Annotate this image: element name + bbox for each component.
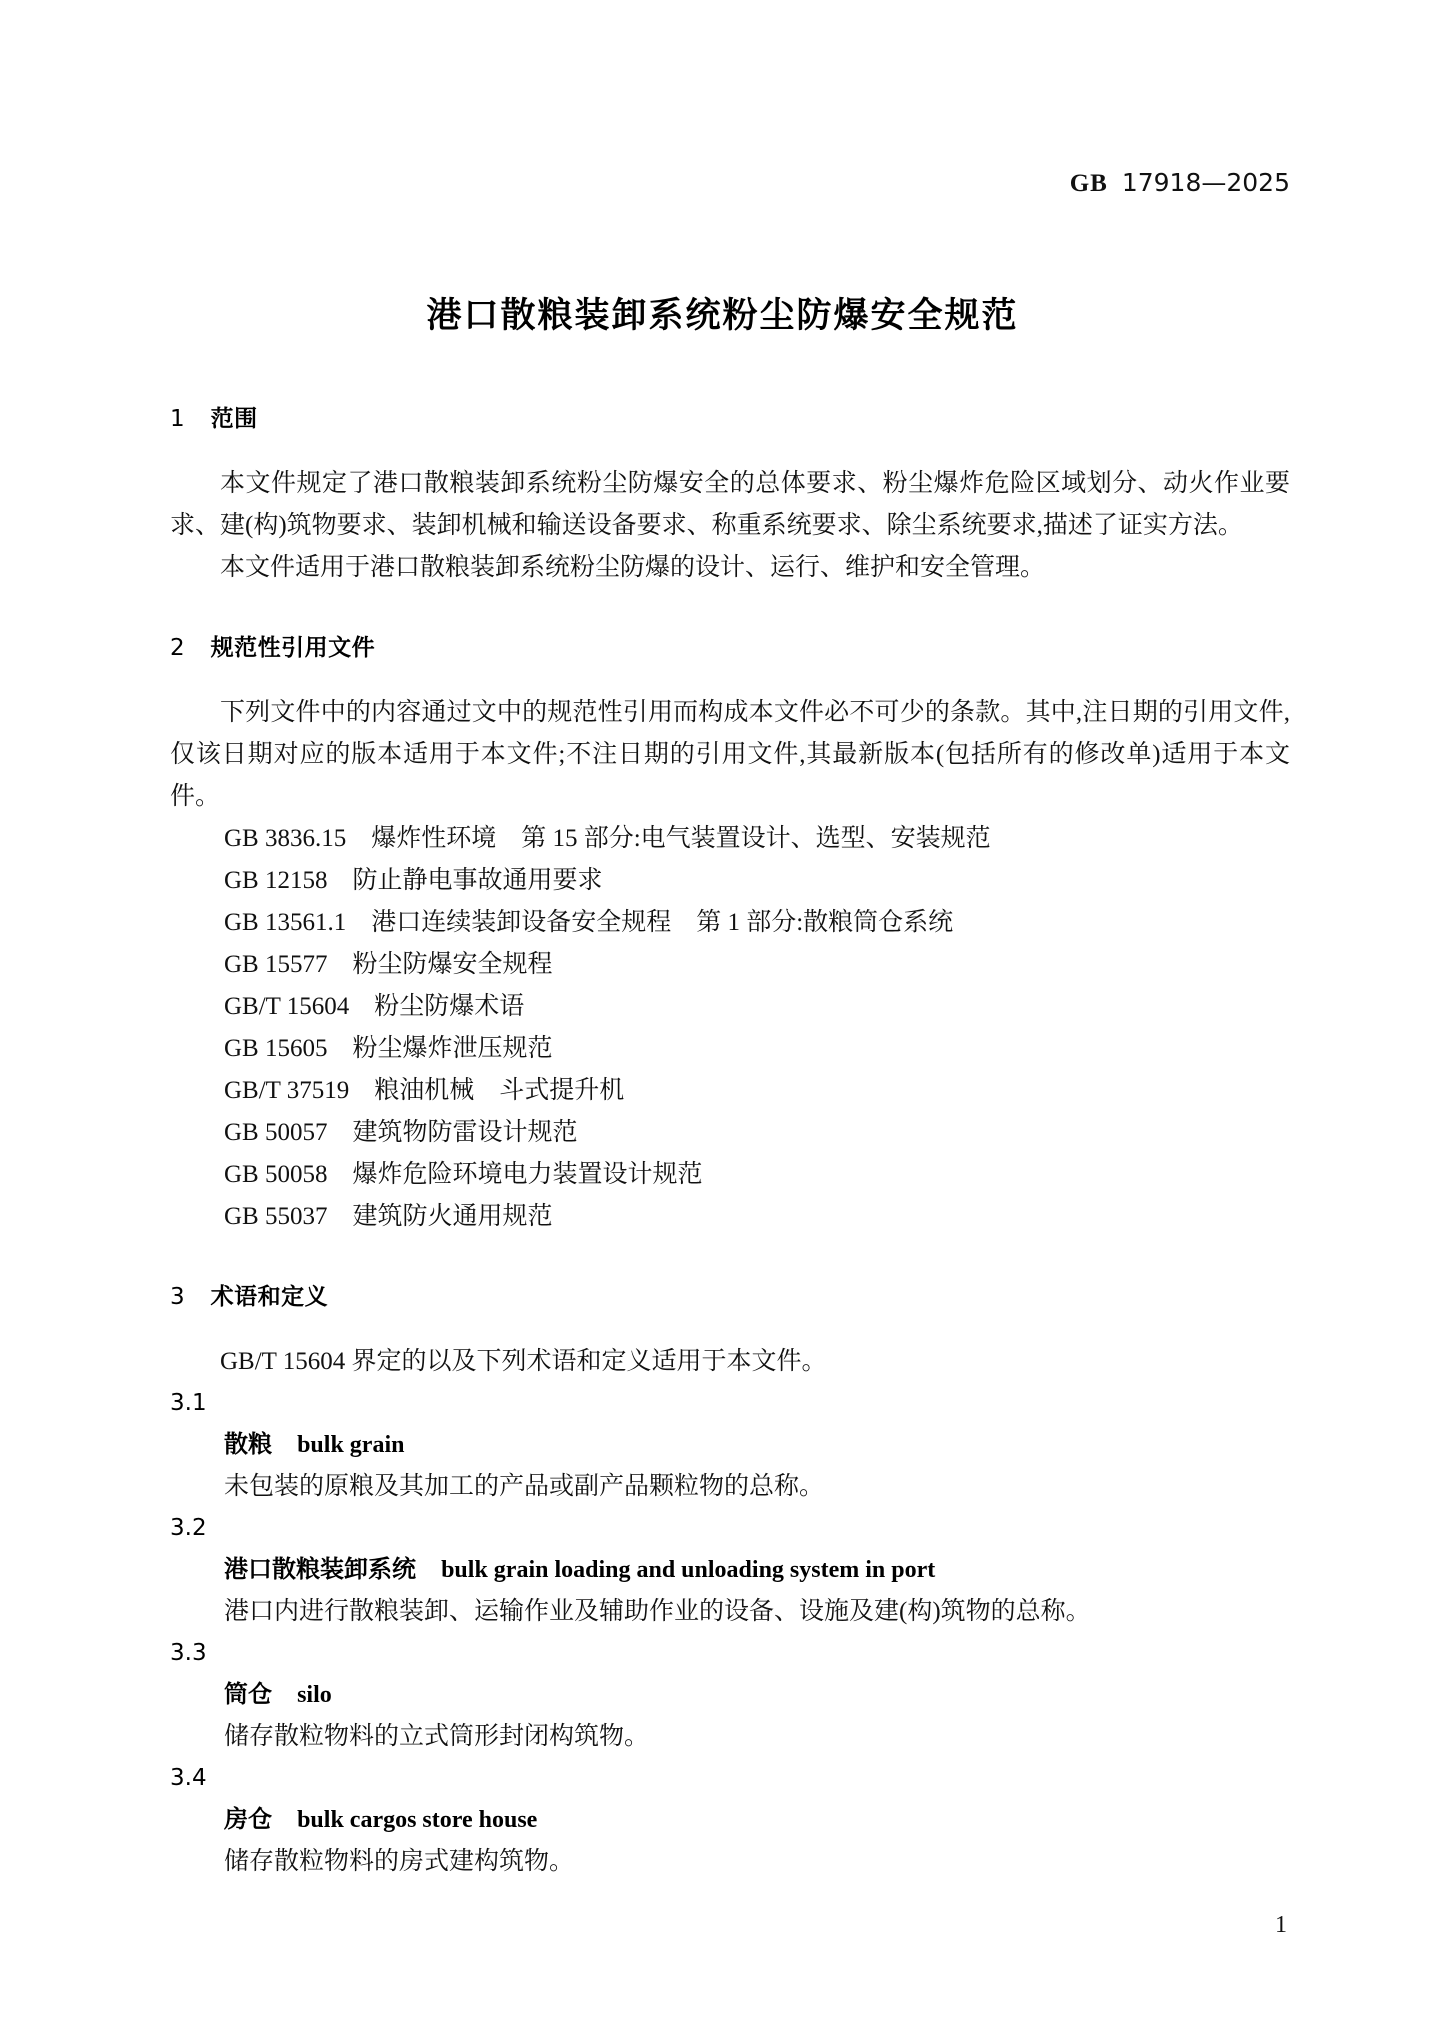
- term-number: 3.4: [170, 1765, 207, 1791]
- term-number: 3.2: [170, 1515, 207, 1541]
- spacer: [170, 589, 1290, 629]
- normative-references-intro: 下列文件中的内容通过文中的规范性引用而构成本文件必不可少的条款。其中,注日期的引用文件,仅该日期对应的版本适用于本文件;不注日期的引用文件,其最新版本(包括所有的修改单)适用于本文件。: [170, 699, 1290, 810]
- term-entry: [170, 1383, 1290, 1508]
- term-name-cn: 散粮: [224, 1430, 272, 1458]
- term-name-cn: 筒仓: [224, 1680, 272, 1708]
- term-definition: 储存散粒物料的立式筒形封闭构筑物。: [224, 1723, 650, 1750]
- term-name: [170, 1798, 1290, 1841]
- clause-title-2: 规范性引用文件: [210, 635, 376, 661]
- term-entry: [170, 1758, 1290, 1883]
- reference-item: GB/T 37519 粮油机械 斗式提升机: [224, 1077, 625, 1104]
- term-name-cn: 港口散粮装卸系统: [224, 1555, 416, 1583]
- page-title: 港口散粮装卸系统粉尘防爆安全规范: [426, 296, 1019, 336]
- normative-reference-list: [170, 818, 1290, 1238]
- standard-prefix: GB: [1069, 170, 1108, 197]
- term-name: [170, 1548, 1290, 1591]
- term-definition: 未包装的原粮及其加工的产品或副产品颗粒物的总称。: [224, 1473, 825, 1500]
- clause-number-3: 3: [170, 1284, 186, 1310]
- reference-item: GB 50057 建筑物防雷设计规范: [224, 1119, 578, 1146]
- term-name-en: bulk grain loading and unloading system in port: [441, 1557, 936, 1583]
- spacer: [170, 1311, 1290, 1341]
- term-name-cn: 房仓: [224, 1805, 272, 1833]
- spacer: [170, 433, 1290, 463]
- clause-heading-terms: [170, 1278, 1290, 1311]
- term-entry: [170, 1633, 1290, 1758]
- term-name: [170, 1423, 1290, 1466]
- document-body: [170, 400, 1290, 1883]
- reference-item: GB 13561.1 港口连续装卸设备安全规程 第 1 部分:散粮筒仓系统: [224, 909, 954, 936]
- term-definition: 储存散粒物料的房式建构筑物。: [224, 1848, 575, 1875]
- standard-number: 17918—2025: [1121, 168, 1290, 197]
- reference-item: GB 15605 粉尘爆炸泄压规范: [224, 1035, 553, 1062]
- scope-paragraph-2: 本文件适用于港口散粮装卸系统粉尘防爆的设计、运行、维护和安全管理。: [220, 554, 1046, 581]
- clause-number-1: 1: [170, 406, 186, 432]
- reference-item: GB 3836.15 爆炸性环境 第 15 部分:电气装置设计、选型、安装规范: [224, 825, 991, 852]
- page-number: 1: [1275, 1912, 1287, 1938]
- term-entry: [170, 1508, 1290, 1633]
- term-number: 3.1: [170, 1390, 207, 1416]
- reference-item: GB 15577 粉尘防爆安全规程: [224, 951, 553, 978]
- term-definition: 港口内进行散粮装卸、运输作业及辅助作业的设备、设施及建(构)筑物的总称。: [224, 1598, 1091, 1625]
- reference-item: GB 12158 防止静电事故通用要求: [224, 867, 603, 894]
- term-name: [170, 1673, 1290, 1716]
- spacer: [170, 662, 1290, 692]
- terms-intro: GB/T 15604 界定的以及下列术语和定义适用于本文件。: [220, 1348, 827, 1375]
- clause-heading-normative-references: [170, 629, 1290, 662]
- spacer: [170, 1238, 1290, 1278]
- clause-number-2: 2: [170, 635, 186, 661]
- reference-item: GB/T 15604 粉尘防爆术语: [224, 993, 525, 1020]
- clause-title-1: 范围: [210, 406, 258, 432]
- reference-item: GB 55037 建筑防火通用规范: [224, 1203, 553, 1230]
- term-name-en: silo: [297, 1682, 332, 1708]
- reference-item: GB 50058 爆炸危险环境电力装置设计规范: [224, 1161, 703, 1188]
- clause-title-3: 术语和定义: [210, 1284, 329, 1310]
- scope-paragraph-1: 本文件规定了港口散粮装卸系统粉尘防爆安全的总体要求、粉尘爆炸危险区域划分、动火作业要求、建(构)筑物要求、装卸机械和输送设备要求、称重系统要求、除尘系统要求,描述了证实方法。: [170, 470, 1290, 539]
- term-name-en: bulk grain: [297, 1432, 405, 1458]
- term-number: 3.3: [170, 1640, 207, 1666]
- term-name-en: bulk cargos store house: [297, 1807, 538, 1833]
- standard-header: [170, 168, 1290, 202]
- clause-heading-scope: [170, 400, 1290, 433]
